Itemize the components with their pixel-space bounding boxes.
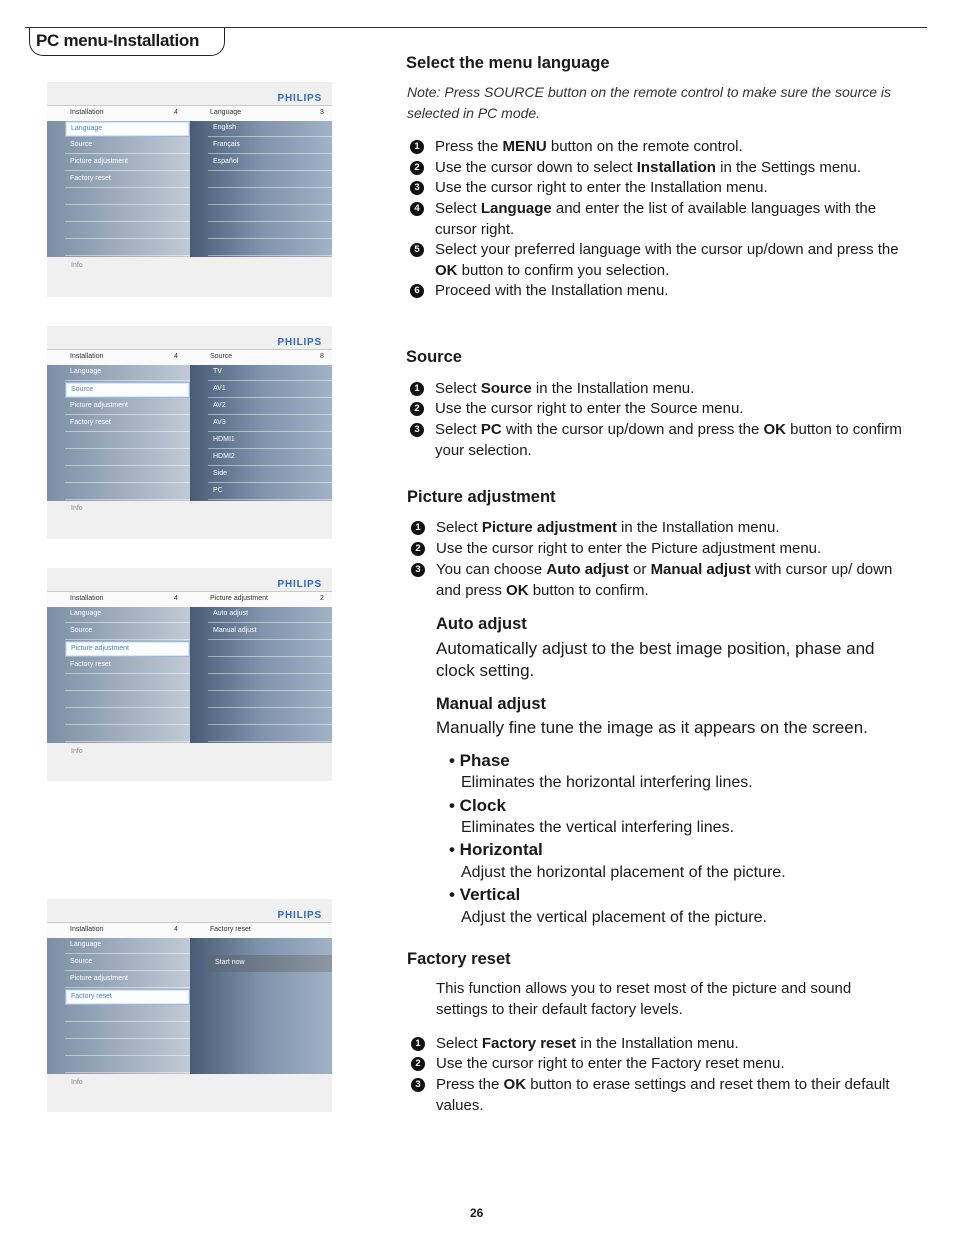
submenu-item[interactable] [208,607,332,623]
step-fragment: button to confirm you selection. [457,261,670,279]
menu-item-label: Source [71,386,94,393]
menu-empty-row [65,450,190,466]
submenu-item[interactable] [208,416,332,432]
step-fragment: Use the cursor right to enter the Source menu. [435,400,744,417]
step-fragment: in the Installation menu. [616,519,780,536]
step-fragment: Use the cursor right to enter the Factory reset menu. [436,1055,785,1072]
step-keyword: Factory reset [481,1035,577,1052]
step-fragment: Use the cursor right to enter the Picture adjustment menu. [436,540,822,557]
submenu-item[interactable] [208,138,332,154]
page-number: 26 [470,1206,484,1220]
start-now-label: Start now [215,959,245,966]
bullet-phase-desc: Eliminates the horizontal interfering lines. [461,774,753,791]
menu-empty-row [65,206,190,222]
menu-item-label: Source [70,958,93,965]
auto-adjust-title: Auto adjust [436,615,527,633]
submenu-empty-row [208,658,332,674]
submenu-empty-row [208,692,332,708]
step-number-icon: 2 [410,402,424,416]
step-fragment: Use the cursor right to enter the Installation menu. [435,179,768,196]
step-text [435,137,920,158]
step-fragment: Select [435,421,481,438]
menu-empty-row [65,675,190,691]
menu-item[interactable] [65,365,190,381]
step-item [411,560,921,601]
menu-item-label: Factory reset [71,993,112,1000]
step-text [435,158,920,179]
step-text [435,178,920,199]
right-title: Source [210,353,233,360]
factory-reset-intro: This function allows you to reset most of the picture and sound settings to their default factory levels. [436,980,852,1018]
right-title: Language [210,109,242,116]
step-item [410,199,920,240]
screen-source [47,326,332,539]
step-item [410,240,920,281]
right-title: Factory reset [210,926,251,933]
step-item [411,518,921,539]
step-number-icon: 1 [410,140,424,154]
menu-header [47,591,332,607]
submenu-item[interactable] [208,121,332,137]
step-fragment: and enter the list of available languages with the cursor right. [435,200,877,238]
menu-item[interactable] [65,382,190,398]
step-number-icon: 6 [410,284,424,298]
submenu-item[interactable] [208,433,332,449]
submenu-item-label: AV2 [213,402,226,409]
step-number-icon: 2 [410,161,424,175]
step-item [410,399,920,420]
bullet-horizontal: • Horizontal [449,840,543,859]
step-number-icon: 1 [411,1037,425,1051]
step-item [410,178,920,199]
menu-header [47,349,332,365]
submenu-item-label: Side [213,470,228,477]
step-fragment: Select your preferred language with the cursor up/down and press the [435,241,899,258]
submenu-empty-row [208,641,332,657]
submenu-item-label: Auto adjust [213,610,249,617]
left-title: Installation [70,595,104,602]
screen-factory-reset [47,899,332,1112]
info-label: Info [71,748,83,755]
menu-item[interactable] [65,138,190,154]
menu-item[interactable] [65,972,190,988]
submenu-item-label: TV [213,368,222,375]
heading-factory-reset: Factory reset [407,950,511,968]
menu-item-label: Factory reset [70,175,111,182]
info-label: Info [71,1079,83,1086]
step-number-icon: 3 [411,563,425,577]
menu-item-label: Picture adjustment [71,645,129,652]
step-text [435,281,920,302]
menu-item-label: Language [70,368,102,375]
step-text [435,379,920,400]
menu-empty-row [65,189,190,205]
submenu-item[interactable] [208,365,332,381]
step-text [436,1054,921,1075]
menu-item[interactable] [65,624,190,640]
step-text [435,399,920,420]
menu-item[interactable] [65,989,190,1005]
menu-item-label: Language [71,125,103,132]
menu-item-label: Factory reset [70,419,111,426]
step-text [435,240,920,281]
step-fragment: in the Settings menu. [715,159,862,176]
step-fragment: button on the remote control. [546,138,743,155]
menu-empty-row [65,692,190,708]
step-fragment: You can choose [436,561,547,578]
step-number-icon: 1 [411,521,425,535]
menu-empty-row [65,1023,190,1039]
submenu-empty-row [208,189,332,205]
step-number-icon: 3 [410,423,424,437]
bullet-vertical: • Vertical [449,885,521,904]
menu-empty-row [65,467,190,483]
menu-item-label: Language [70,610,102,617]
step-keyword: Picture adjustment [481,519,617,536]
bullet-clock-desc: Eliminates the vertical interfering lines. [461,819,735,836]
menu-empty-row [65,1006,190,1022]
menu-header [47,922,332,938]
bullet-horizontal-desc: Adjust the horizontal placement of the picture. [461,864,786,881]
step-fragment: Proceed with the Installation menu. [435,282,669,299]
philips-logo: PHILIPS [277,910,322,921]
submenu-item-label: HDMI2 [213,453,235,460]
heading-menu-language: Select the menu language [406,54,610,72]
step-fragment: in the Installation menu. [531,380,695,397]
step-keyword: OK [435,261,458,279]
menu-item-label: Picture adjustment [70,158,128,165]
right-count: 8 [320,353,324,360]
section-tab: PC menu-Installation [29,28,225,56]
left-count: 4 [174,595,178,602]
step-item [411,1075,921,1116]
philips-logo: PHILIPS [277,93,322,104]
step-text [436,518,921,539]
submenu-item-label: AV3 [213,419,226,426]
submenu-item[interactable] [208,624,332,640]
auto-adjust-text: Automatically adjust to the best image position, phase and clock setting. [436,639,875,680]
step-fragment: button to confirm. [528,581,649,599]
left-count: 4 [174,926,178,933]
step-item [410,137,920,158]
step-text [435,199,920,240]
step-fragment: button to erase settings and reset them to their default values. [436,1076,890,1114]
step-fragment: button to confirm your selection. [435,421,902,459]
menu-empty-row [65,1057,190,1073]
step-keyword: Language [480,200,552,217]
submenu-empty-row [208,240,332,256]
submenu-item[interactable] [208,450,332,466]
submenu-item-label: HDMI1 [213,436,235,443]
step-fragment: or [628,561,651,578]
menu-item[interactable] [65,607,190,623]
step-item [410,158,920,179]
step-keyword: Source [480,380,532,397]
menu-item[interactable] [65,121,190,137]
menu-item[interactable] [65,658,190,674]
submenu-empty-row [208,675,332,691]
left-count: 4 [174,353,178,360]
menu-item-label: Source [70,627,93,634]
menu-item[interactable] [65,938,190,954]
step-item [410,281,920,302]
step-keyword: OK [503,1076,527,1093]
submenu-item[interactable] [208,382,332,398]
menu-item[interactable] [65,955,190,971]
step-keyword: Installation [636,159,716,176]
menu-empty-row [65,726,190,742]
step-number-icon: 1 [410,382,424,396]
menu-empty-row [65,709,190,725]
bullet-vertical-desc: Adjust the vertical placement of the picture. [461,909,767,926]
step-fragment: Press the [436,1076,504,1093]
heading-source: Source [406,348,462,366]
step-fragment: with cursor up/ down and press [436,561,893,599]
menu-empty-row [65,433,190,449]
menu-item-label: Language [70,941,102,948]
submenu-empty-row [208,172,332,188]
step-keyword: MENU [502,138,547,155]
step-number-icon: 2 [411,1057,425,1071]
submenu-empty-row [208,206,332,222]
menu-item-label: Picture adjustment [70,975,128,982]
submenu-empty-row [208,223,332,239]
step-keyword: Auto adjust [546,561,629,578]
step-fragment: Select [436,1035,482,1052]
step-fragment: Use the cursor down to select [435,159,637,176]
info-label: Info [71,262,83,269]
step-fragment: Select [435,200,481,217]
menu-item-label: Factory reset [70,661,111,668]
step-item [411,539,921,560]
step-text [435,420,920,461]
submenu-item[interactable] [208,155,332,171]
right-count: 3 [320,109,324,116]
menu-header [47,105,332,121]
menu-item-label: Picture adjustment [70,402,128,409]
screen-picture-adjustment [47,568,332,781]
menu-item[interactable] [65,172,190,188]
step-item [410,420,920,461]
left-title: Installation [70,926,104,933]
step-number-icon: 3 [411,1078,425,1092]
step-keyword: OK [763,421,787,438]
submenu-item-label: AV1 [213,385,226,392]
submenu-item-label: English [213,124,236,131]
submenu-item-label: Français [213,141,240,148]
submenu-item[interactable] [208,399,332,415]
menu-item[interactable] [65,641,190,657]
step-fragment: Select [435,380,481,397]
step-text [436,560,921,601]
start-now-button[interactable] [206,955,332,972]
manual-adjust-text: Manually fine tune the image as it appears on the screen. [436,718,868,737]
step-text [436,1034,921,1055]
bullet-clock: • Clock [449,796,506,815]
submenu-item-label: Manual adjust [213,627,257,634]
step-fragment: in the Installation menu. [576,1035,739,1052]
info-label: Info [71,505,83,512]
left-count: 4 [174,109,178,116]
right-title: Picture adjustment [210,595,268,602]
menu-empty-row [65,1040,190,1056]
philips-logo: PHILIPS [277,337,322,348]
menu-empty-row [65,240,190,256]
step-item [410,379,920,400]
step-keyword: OK [506,581,529,599]
submenu-empty-row [208,726,332,742]
submenu-empty-row [208,709,332,725]
step-item [411,1034,921,1055]
step-keyword: Manual adjust [650,561,751,578]
step-keyword: PC [480,421,502,438]
right-count: 2 [320,595,324,602]
menu-item[interactable] [65,416,190,432]
screen-language [47,82,332,297]
step-fragment: Press the [435,138,503,155]
step-text [436,539,921,560]
menu-empty-row [65,223,190,239]
step-text [436,1075,921,1116]
submenu-item[interactable] [208,484,332,500]
step-fragment: Select [436,519,482,536]
left-title: Installation [70,109,104,116]
menu-empty-row [65,484,190,500]
submenu-item-label: PC [213,487,223,494]
left-title: Installation [70,353,104,360]
step-item [411,1054,921,1075]
menu-item-label: Source [70,141,93,148]
manual-adjust-title: Manual adjust [436,695,547,713]
menu-item[interactable] [65,399,190,415]
heading-picture-adjustment: Picture adjustment [407,488,556,506]
submenu-item-label: Español [213,158,239,165]
step-number-icon: 5 [410,243,424,257]
menu-item[interactable] [65,155,190,171]
step-number-icon: 4 [410,202,424,216]
step-number-icon: 3 [410,181,424,195]
philips-logo: PHILIPS [277,579,322,590]
step-number-icon: 2 [411,542,425,556]
step-fragment: with the cursor up/down and press the [501,421,764,438]
note-text: Note: Press SOURCE button on the remote control to make sure the source is selected in PC mode. [407,84,891,121]
submenu-item[interactable] [208,467,332,483]
bullet-phase: • Phase [449,751,510,770]
